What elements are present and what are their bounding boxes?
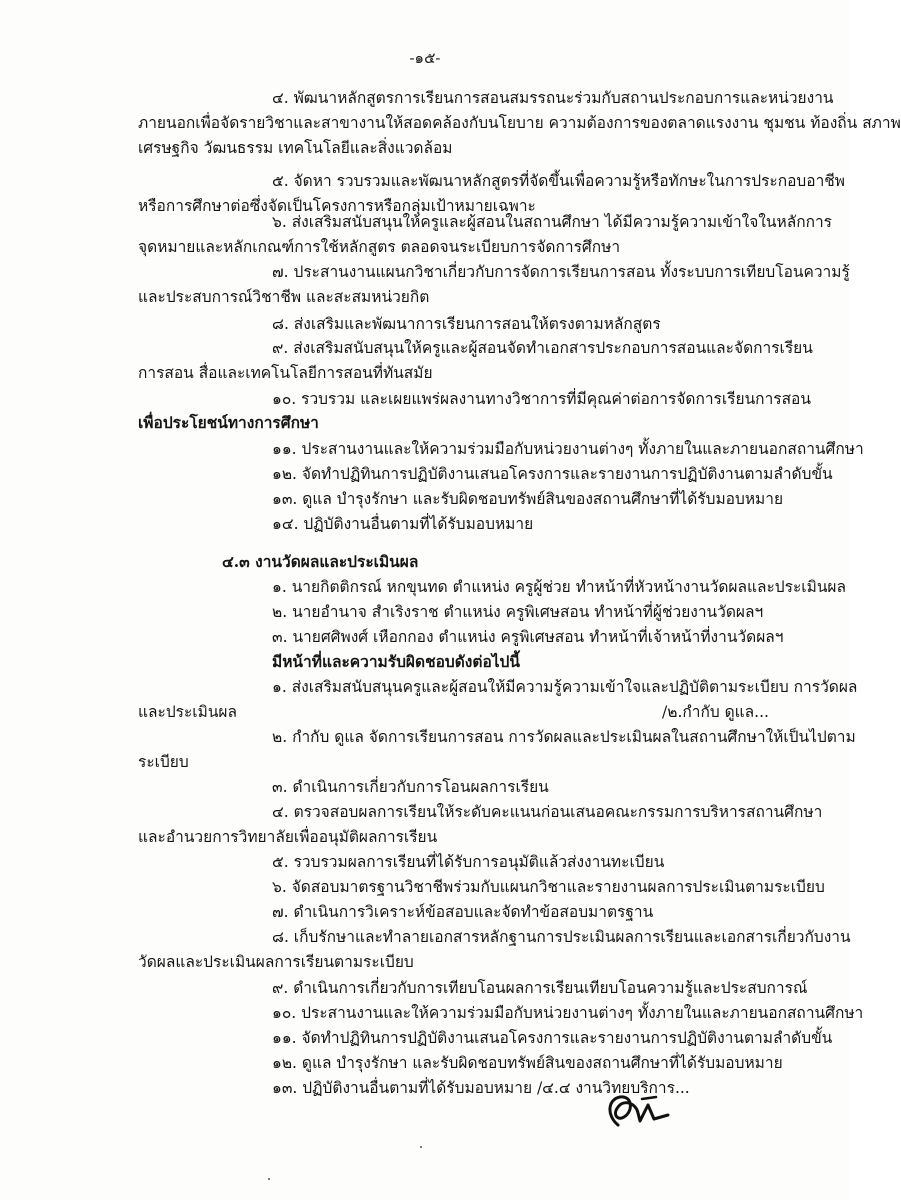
signature-mark (598, 1085, 678, 1135)
line-14: เพื่อประโยชน์ทางการศึกษา (138, 413, 319, 432)
duty-9: ๙. ดำเนินการเกี่ยวกับการเทียบโอนผลการเรียนเทียบโอนความรู้และประสบการณ์ (272, 979, 808, 997)
section-heading: ๔.๓ งานวัดผลและประเมินผล (222, 552, 419, 571)
duty-6: ๖. จัดสอบมาตรฐานวิชาชีพร่วมกับแผนกวิชาและรายงานผลการประเมินตามระเบียบ (272, 878, 825, 896)
duty-10: ๑๐. ประสานงานและให้ความร่วมมือกับหน่วยงานต่างๆ ทั้งภายในและภายนอกสถานศึกษา (272, 1004, 864, 1022)
duty-2a: ๒. กำกับ ดูแล จัดการเรียนการสอน การวัดผลและประเมินผลในสถานศึกษาให้เป็นไปตาม (272, 728, 856, 746)
duties-intro: มีหน้าที่และความรับผิดชอบดังต่อไปนี้ (272, 652, 520, 671)
duty-3: ๓. ดำเนินการเกี่ยวกับการโอนผลการเรียน (272, 778, 549, 796)
scan-speck (268, 1178, 270, 1180)
line-18: ๑๔. ปฏิบัติงานอื่นตามที่ได้รับมอบหมาย (272, 515, 534, 533)
duty-12: ๑๒. ดูแล บำรุงรักษา และรับผิดชอบทรัพย์สินของสถานศึกษาที่ได้รับมอบหมาย (272, 1054, 783, 1072)
line-15: ๑๑. ประสานงานและให้ความร่วมมือกับหน่วยงานต่างๆ ทั้งภายในและภายนอกสถานศึกษา (272, 440, 864, 458)
duty-4a: ๔. ตรวจสอบผลการเรียนให้ระดับคะแนนก่อนเสนอคณะกรรมการบริหารสถานศึกษา (272, 803, 823, 821)
line-9: และประสบการณ์วิชาชีพ และสะสมหน่วยกิต (138, 288, 430, 306)
line-13: ๑๐. รวบรวม และเผยแพร่ผลงานทางวิชาการที่มีคุณค่าต่อการจัดการเรียนการสอน (272, 390, 811, 408)
scan-speck (420, 1146, 422, 1148)
line-8: ๗. ประสานงานแผนกวิชาเกี่ยวกับการจัดการเรียนการสอน ทั้งระบบการเทียบโอนความรู้ (272, 263, 850, 281)
duty-13-and-continuation: ๑๓. ปฏิบัติงานอื่นตามที่ได้รับมอบหมาย /๔.๔ งานวิทยบริการ... (272, 1079, 690, 1097)
page-continuation-1: /๒.กำกับ ดูแล... (662, 703, 769, 721)
line-5: หรือการศึกษาต่อซึ่งจัดเป็นโครงการหรือกลุ่มเป้าหมายเฉพาะ (138, 197, 536, 215)
line-11: ๙. ส่งเสริมสนับสนุนให้ครูและผู้สอนจัดทำเอกสารประกอบการสอนและจัดการเรียน (272, 339, 813, 357)
duty-4b: และอำนวยการวิทยาลัยเพื่ออนุมัติผลการเรียน (138, 828, 438, 846)
duty-1b: และประเมินผล (138, 703, 237, 721)
line-17: ๑๓. ดูแล บำรุงรักษา และรับผิดชอบทรัพย์สินของสถานศึกษาที่ได้รับมอบหมาย (272, 490, 784, 508)
staff-line-3: ๓. นายศศิพงศ์ เหือกกอง ตำแหน่ง ครูพิเศษสอน ทำหน้าที่เจ้าหน้าที่งานวัดผลฯ (272, 628, 784, 646)
duty-1a: ๑. ส่งเสริมสนับสนุนครูและผู้สอนให้มีความรู้ความเข้าใจและปฏิบัติตามระเบียบ การวัดผล (272, 678, 858, 696)
line-2: ภายนอกเพื่อจัดรายวิชาและสาขางานให้สอดคล้องกับนโยบาย ความต้องการของตลาดแรงงาน ชุมชน ท้องถิ่น สภาพ (138, 114, 901, 132)
page-number: -๑๕- (409, 49, 441, 67)
line-3: เศรษฐกิจ วัฒนธรรม เทคโนโลยีและสิ่งแวดล้อม (138, 139, 453, 157)
duty-8a: ๘. เก็บรักษาและทำลายเอกสารหลักฐานการประเมินผลการเรียนและเอกสารเกี่ยวกับงาน (272, 928, 851, 946)
line-12: การสอน สื่อและเทคโนโลยีการสอนที่ทันสมัย (138, 364, 433, 382)
duty-7: ๗. ดำเนินการวิเคราะห์ข้อสอบและจัดทำข้อสอบมาตรฐาน (272, 903, 654, 921)
line-10: ๘. ส่งเสริมและพัฒนาการเรียนการสอนให้ตรงตามหลักสูตร (272, 315, 661, 333)
line-16: ๑๒. จัดทำปฏิทินการปฏิบัติงานเสนอโครงการและรายงานการปฏิบัติงานตามลำดับขั้น (272, 465, 833, 483)
duty-8b: วัดผลและประเมินผลการเรียนตามระเบียบ (138, 953, 414, 971)
line-4: ๕. จัดหา รวบรวมและพัฒนาหลักสูตรที่จัดขึ้นเพื่อความรู้หรือทักษะในการประกอบอาชีพ (272, 172, 846, 190)
duty-11: ๑๑. จัดทำปฏิทินการปฏิบัติงานเสนอโครงการและรายงานการปฏิบัติงานตามลำดับขั้น (272, 1029, 833, 1047)
staff-line-2: ๒. นายอำนาจ สำเริงราช ตำแหน่ง ครูพิเศษสอน ทำหน้าที่ผู้ช่วยงานวัดผลฯ (272, 603, 764, 621)
duty-5: ๕. รวบรวมผลการเรียนที่ได้รับการอนุมัติแล้วส่งงานทะเบียน (272, 853, 665, 871)
line-7: จุดหมายและหลักเกณฑ์การใช้หลักสูตร ตลอดจนระเบียบการจัดการศึกษา (138, 238, 621, 256)
line-6: ๖. ส่งเสริมสนับสนุนให้ครูและผู้สอนในสถานศึกษา ได้มีความรู้ความเข้าใจในหลักการ (272, 213, 833, 231)
line-1: ๔. พัฒนาหลักสูตรการเรียนการสอนสมรรถนะร่วมกับสถานประกอบการและหน่วยงาน (272, 89, 834, 107)
duty-2b: ระเบียบ (138, 753, 189, 771)
staff-line-1: ๑. นายกิตติกรณ์ หกขุนทด ตำแหน่ง ครูผู้ช่วย ทำหน้าที่หัวหน้างานวัดผลและประเมินผล (272, 578, 846, 596)
